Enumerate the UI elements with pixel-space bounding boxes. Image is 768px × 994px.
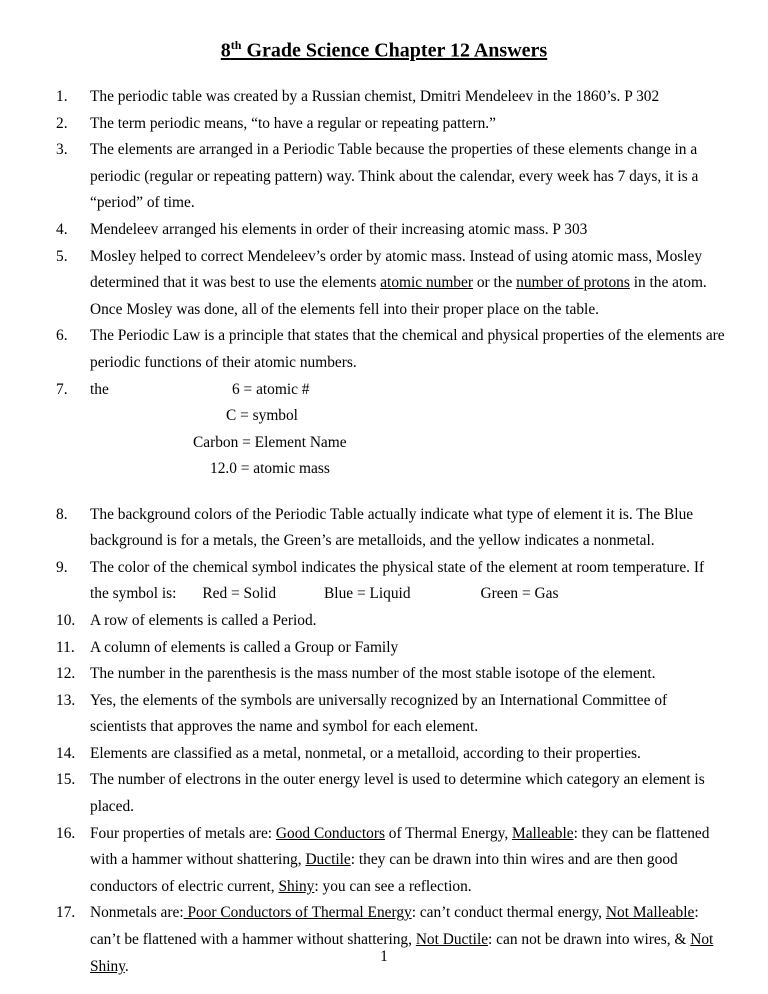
key-atomic-mass: 12.0 = atomic mass — [210, 460, 330, 478]
list-item: 10. A row of elements is called a Period. — [56, 611, 317, 629]
list-item: 8. The background colors of the Periodic Table actually indicate what type of element it is. The Blue background is for a metals, the Green’s are metalloids, and the yellow indicates a nonmetal. — [56, 505, 694, 550]
list-item: 4. Mendeleev arranged his elements in order of their increasing atomic mass. P 303 — [56, 220, 588, 238]
list-item: 13. Yes, the elements of the symbols are universally recognized by an International Committee of scientists that approves the name and symbol for each element. — [56, 691, 668, 736]
list-item: 6. The Periodic Law is a principle that states that the chemical and physical properties of the elements are periodic functions of their atomic numbers. — [56, 327, 725, 371]
key-symbol: C = symbol — [226, 407, 298, 425]
list-item: 12. The number in the parenthesis is the mass number of the most stable isotope of the element. — [56, 665, 656, 683]
list-item: 16. Four properties of metals are: Good Conductors of Thermal Energy, Malleable: they can be flattened with a hammer without shattering, Ductile: they can be drawn into thin wires and are then good conductors of electric current, Shiny: you can see a reflection. — [56, 824, 710, 895]
list-item: 9. The color of the chemical symbol indicates the physical state of the element at room temperature. If the symbol is: Red = Solid Blue = Liquid Green = Gas — [56, 558, 705, 603]
answer-list — [56, 84, 726, 980]
list-item: 15. The number of electrons in the outer energy level is used to determine which category an element is placed. — [56, 771, 705, 816]
element-key-item: 7. the 6 = atomic # C = symbol Carbon = Element Name 12.0 = atomic mass — [56, 377, 726, 483]
page-title: 8th Grade Science Chapter 12 Answers — [220, 38, 548, 62]
list-item: 2. The term periodic means, “to have a regular or repeating pattern.” — [56, 114, 496, 132]
list-item: 1. The periodic table was created by a Russian chemist, Dmitri Mendeleev in the 1860’s. P 302 — [56, 88, 660, 105]
list-item: 3. The elements are arranged in a Periodic Table because the properties of these elements change in a periodic (regular or repeating pattern) way. Think about the calendar, every week has 7 days, it is a “period” of time. — [56, 141, 699, 212]
list-item: 11. A column of elements is called a Group or Family — [56, 638, 399, 656]
page-number: 1 — [380, 948, 388, 965]
key-atomic-number: 6 = atomic # — [232, 380, 310, 398]
key-element-name: Carbon = Element Name — [193, 433, 347, 451]
list-item: 14. Elements are classified as a metal, nonmetal, or a metalloid, according to their properties. — [56, 744, 641, 762]
list-item: 17. Nonmetals are: Poor Conductors of Thermal Energy: can’t conduct thermal energy, Not Malleable: can’t be flattened with a hammer without shattering, Not Ductile: can not be drawn into wires, & Not Shiny. — [56, 904, 714, 975]
list-item: 5. Mosley helped to correct Mendeleev’s order by atomic mass. Instead of using atomic mass, Mosley determined that it was best to use the elements atomic number or the number of protons in the atom. Once Mosley was done, all of the elements fell into their proper place on the table. — [56, 247, 707, 318]
